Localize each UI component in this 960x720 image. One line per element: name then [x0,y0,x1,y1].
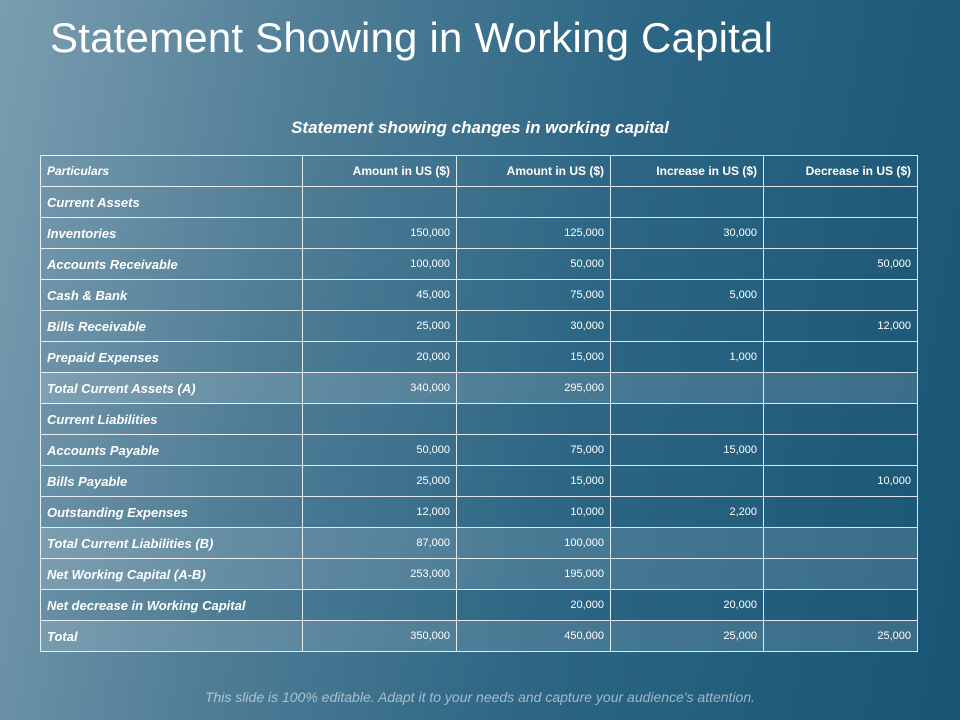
cell-amount-2: 125,000 [457,218,611,249]
cell-increase [611,311,764,342]
cell-amount-2: 20,000 [457,590,611,621]
cell-amount-2: 30,000 [457,311,611,342]
row-label: Accounts Payable [41,435,303,466]
cell-amount-1: 12,000 [303,497,457,528]
cell-amount-2: 75,000 [457,435,611,466]
row-label: Inventories [41,218,303,249]
cell-decrease [764,528,918,559]
cell-amount-2: 450,000 [457,621,611,652]
cell-amount-1: 50,000 [303,435,457,466]
cell-increase: 2,200 [611,497,764,528]
cell-decrease [764,497,918,528]
header-amount-2: Amount in US ($) [457,156,611,187]
table-row [41,466,918,497]
cell-amount-1: 20,000 [303,342,457,373]
row-label: Total Current Liabilities (B) [41,528,303,559]
header-amount-1: Amount in US ($) [303,156,457,187]
cell-decrease [764,559,918,590]
cell-decrease [764,187,918,218]
row-label: Prepaid Expenses [41,342,303,373]
cell-amount-1 [303,187,457,218]
row-label: Outstanding Expenses [41,497,303,528]
cell-amount-1: 340,000 [303,373,457,404]
table-title: Statement showing changes in working capital [291,118,669,137]
cell-decrease [764,280,918,311]
row-label: Bills Receivable [41,311,303,342]
cell-amount-2 [457,187,611,218]
cell-increase: 5,000 [611,280,764,311]
working-capital-table [40,155,918,652]
cell-amount-2 [457,404,611,435]
table-row-total [41,621,918,652]
cell-increase: 20,000 [611,590,764,621]
cell-increase: 15,000 [611,435,764,466]
cell-increase [611,373,764,404]
cell-increase [611,559,764,590]
cell-amount-1: 45,000 [303,280,457,311]
cell-increase [611,466,764,497]
cell-amount-1: 150,000 [303,218,457,249]
cell-decrease [764,435,918,466]
table-header-row [41,156,918,187]
table-row [41,249,918,280]
row-label: Total Current Assets (A) [41,373,303,404]
cell-decrease [764,342,918,373]
slide-title: Statement Showing in Working Capital [50,14,774,61]
cell-amount-2: 15,000 [457,466,611,497]
row-label: Cash & Bank [41,280,303,311]
cell-decrease: 50,000 [764,249,918,280]
cell-decrease: 10,000 [764,466,918,497]
table-row [41,404,918,435]
cell-amount-2: 75,000 [457,280,611,311]
table-row [41,311,918,342]
table-row-total [41,528,918,559]
table-row [41,342,918,373]
footer-note: This slide is 100% editable. Adapt it to your needs and capture your audience's attention. [204,689,756,705]
cell-amount-1: 25,000 [303,466,457,497]
row-label: Current Assets [41,187,303,218]
table-row [41,435,918,466]
cell-increase [611,249,764,280]
row-label: Bills Payable [41,466,303,497]
cell-amount-2: 15,000 [457,342,611,373]
header-decrease: Decrease in US ($) [764,156,918,187]
cell-amount-2: 50,000 [457,249,611,280]
table-row [41,187,918,218]
cell-increase: 25,000 [611,621,764,652]
table-row [41,218,918,249]
cell-amount-1: 253,000 [303,559,457,590]
row-label: Current Liabilities [41,404,303,435]
cell-increase [611,187,764,218]
cell-amount-1 [303,590,457,621]
cell-increase [611,528,764,559]
cell-increase: 30,000 [611,218,764,249]
table-row-total [41,373,918,404]
cell-decrease [764,373,918,404]
header-increase: Increase in US ($) [611,156,764,187]
table-row [41,280,918,311]
cell-increase [611,404,764,435]
row-label: Accounts Receivable [41,249,303,280]
row-label: Net Working Capital (A-B) [41,559,303,590]
cell-amount-2: 100,000 [457,528,611,559]
row-label: Net decrease in Working Capital [41,590,303,621]
cell-amount-1: 100,000 [303,249,457,280]
cell-decrease [764,590,918,621]
cell-decrease [764,404,918,435]
cell-amount-1: 350,000 [303,621,457,652]
cell-amount-2: 10,000 [457,497,611,528]
cell-decrease: 25,000 [764,621,918,652]
table-row [41,497,918,528]
cell-amount-1 [303,404,457,435]
header-particulars: Particulars [41,156,303,187]
cell-amount-2: 195,000 [457,559,611,590]
cell-amount-1: 87,000 [303,528,457,559]
cell-decrease: 12,000 [764,311,918,342]
table-row-total [41,559,918,590]
table-row [41,590,918,621]
row-label: Total [41,621,303,652]
cell-increase: 1,000 [611,342,764,373]
cell-decrease [764,218,918,249]
cell-amount-1: 25,000 [303,311,457,342]
cell-amount-2: 295,000 [457,373,611,404]
